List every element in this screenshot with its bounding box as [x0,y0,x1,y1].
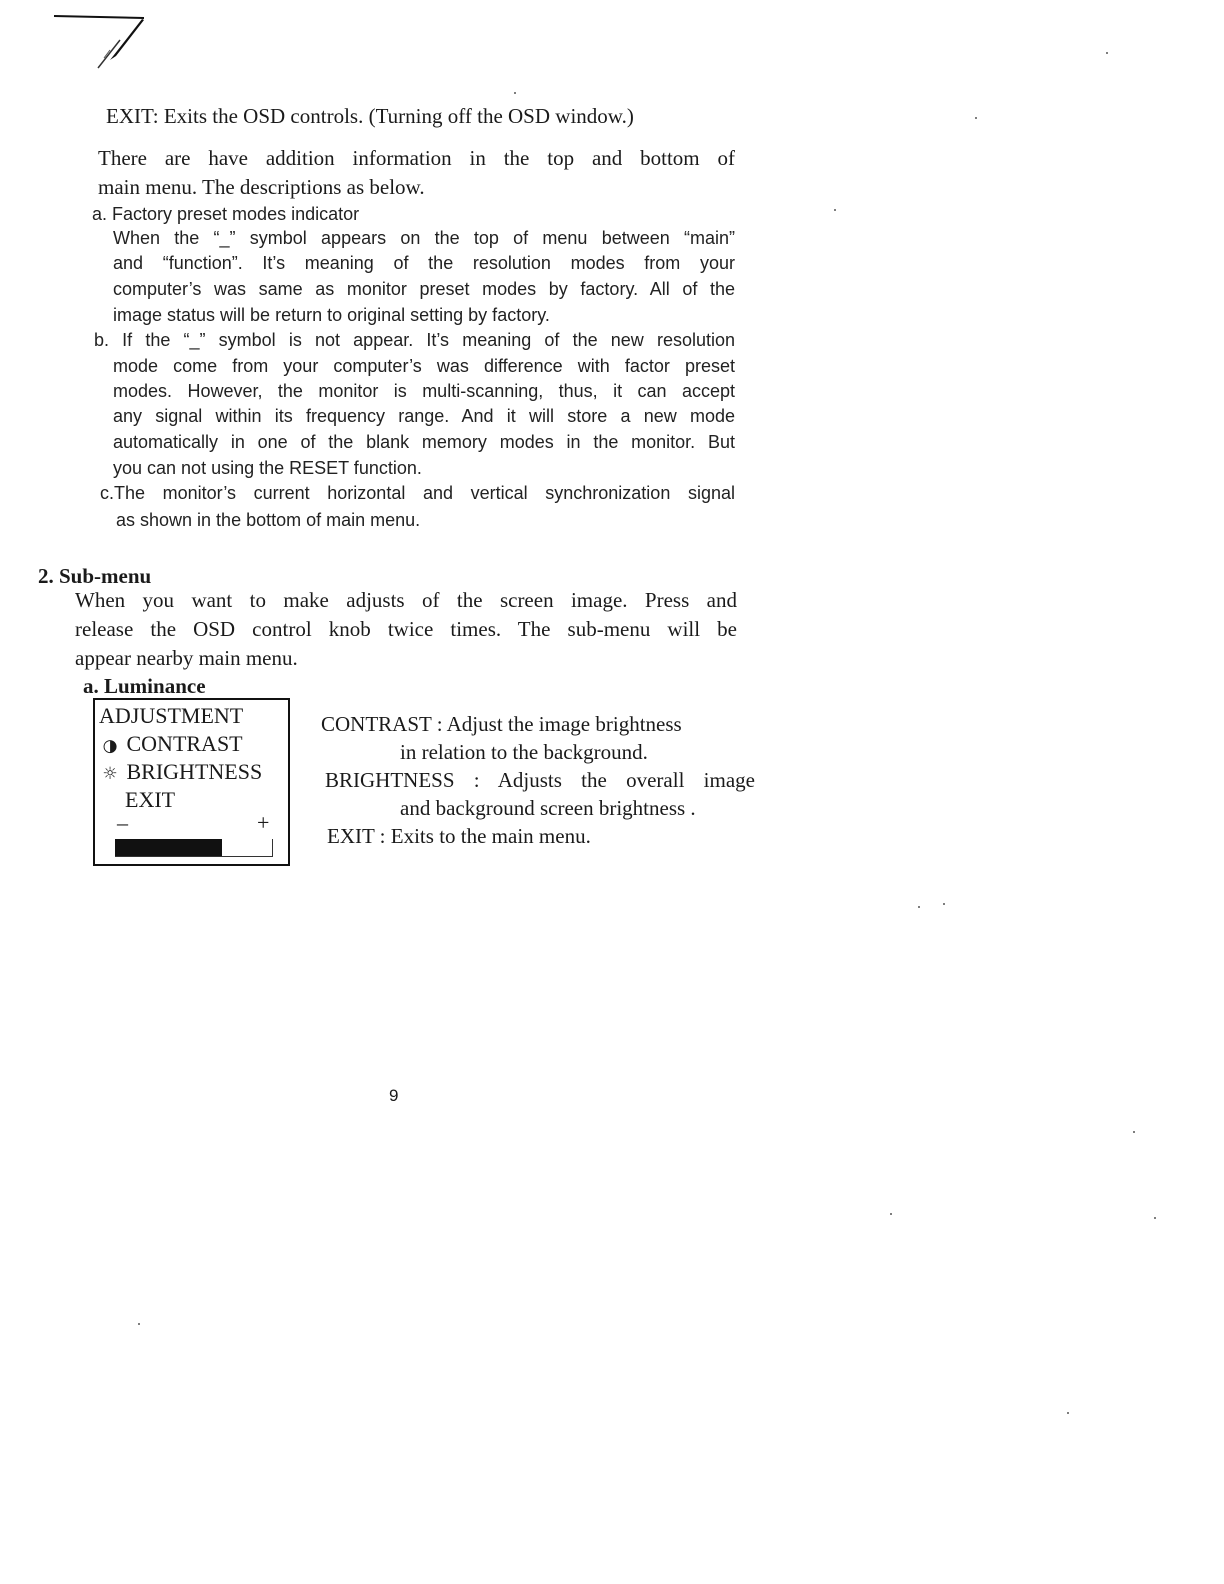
half-circle-icon: ◑ [102,736,118,756]
osd-adjustment-menu [93,698,290,866]
desc-exit: EXIT : Exits to the main menu. [327,824,591,848]
desc-brightness-2: and background screen brightness . [400,796,696,820]
scan-speck [1154,1217,1156,1219]
exit-description-line: EXIT: Exits the OSD controls. (Turning off the OSD window.) [106,104,634,128]
desc-contrast-1: CONTRAST : Adjust the image brightness [321,712,682,736]
item-a-line: image status will be return to original setting by factory. [113,305,550,325]
desc-contrast-2: in relation to the background. [400,740,648,764]
intro-line-2: main menu. The descriptions as below. [98,175,425,199]
osd-contrast-label: CONTRAST [126,731,243,756]
osd-brightness-label: BRIGHTNESS [126,759,263,784]
scan-speck [138,1323,140,1325]
item-a-line: and “function”. It’s meaning of the resolution modes from your [113,253,735,273]
scan-speck [1106,52,1108,54]
osd-minus-sign: – [117,810,128,835]
scan-corner-mark [50,10,160,80]
item-a-heading: a. Factory preset modes indicator [92,204,360,224]
luminance-subheading: a. Luminance [83,674,206,698]
item-a-line: computer’s was same as monitor preset modes by factory. All of the [113,279,735,299]
item-b-line: automatically in one of the blank memory modes in the monitor. But [113,432,735,452]
desc-brightness-1: BRIGHTNESS : Adjusts the overall image [325,768,755,792]
section-2-line: When you want to make adjusts of the screen image. Press and [75,588,737,612]
sun-icon: ☼ [102,764,118,784]
item-b-line: b. If the “_” symbol is not appear. It’s meaning of the new resolution [94,330,735,350]
osd-item-brightness [99,759,262,785]
section-2-heading: 2. Sub-menu [38,564,152,588]
item-b-line: mode come from your computer’s was difference with factor preset [113,356,735,376]
intro-line-1: There are have addition information in the top and bottom of [98,146,735,170]
osd-level-fill [115,839,222,856]
osd-level-bar [115,839,273,857]
osd-item-contrast [99,731,243,757]
scan-speck [975,117,977,119]
item-c-line: c.The monitor’s current horizontal and vertical synchronization signal [100,483,735,503]
scan-speck [514,92,516,94]
scan-speck [1067,1412,1069,1414]
item-a-line: When the “_” symbol appears on the top of menu between “main” [113,228,735,248]
scan-speck [1133,1131,1135,1133]
item-b-line: you can not using the RESET function. [113,458,422,478]
osd-exit-label: EXIT [125,787,176,812]
scan-speck [834,209,836,211]
osd-plus-sign: + [257,810,270,835]
scan-speck [943,903,945,905]
page-number: 9 [389,1086,399,1105]
item-b-line: modes. However, the monitor is multi-scanning, thus, it can accept [113,381,735,401]
section-2-line: release the OSD control knob twice times. The sub-menu will be [75,617,737,641]
scan-speck [890,1213,892,1215]
osd-menu-title: ADJUSTMENT [99,703,244,728]
item-c-line: as shown in the bottom of main menu. [116,510,421,530]
scan-speck [918,906,920,908]
item-b-line: any signal within its frequency range. And it will store a new mode [113,406,735,426]
section-2-line: appear nearby main menu. [75,646,298,670]
